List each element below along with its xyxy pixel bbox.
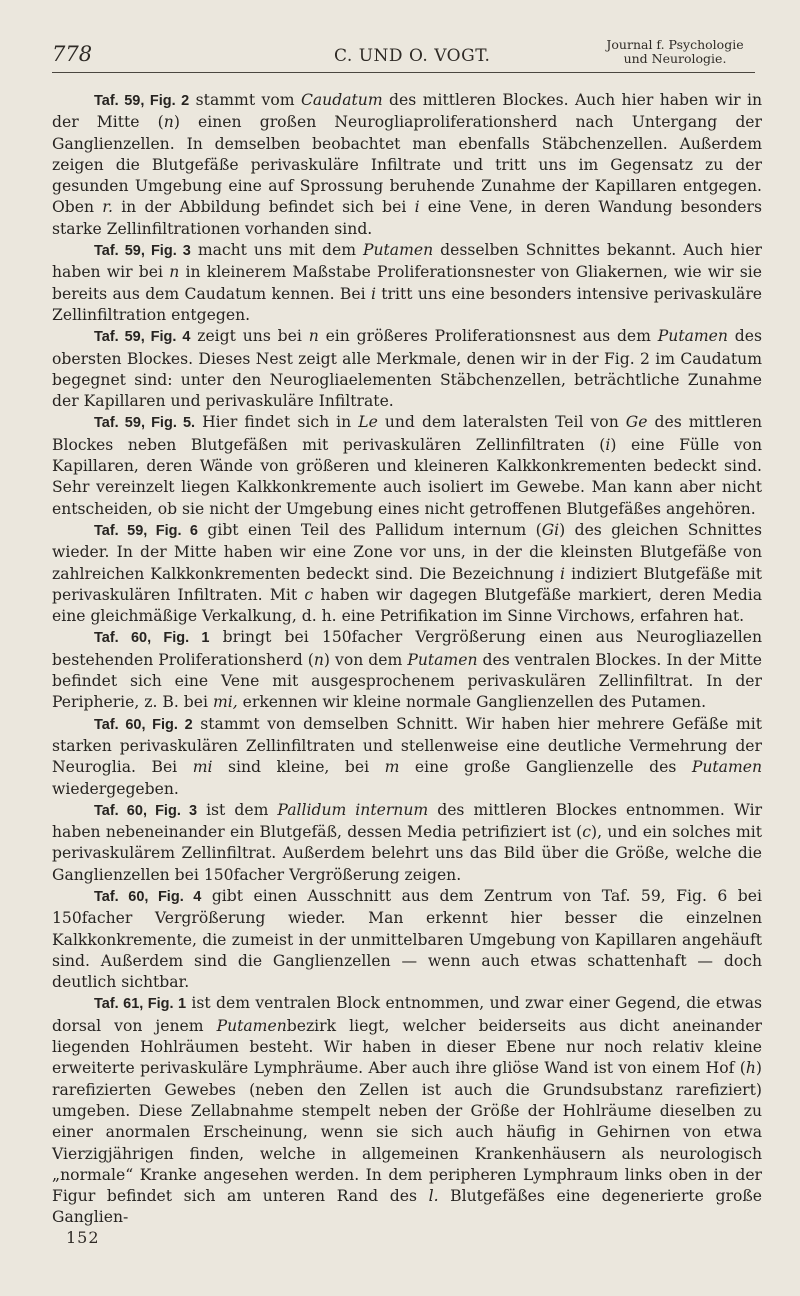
figure-description-paragraph — [52, 886, 762, 993]
italic-term: mi, — [212, 693, 238, 712]
italic-term: i — [370, 284, 376, 303]
italic-term: Putamen — [362, 241, 434, 260]
figure-reference: Taf. 60, Fig. 3 — [94, 802, 198, 819]
italic-term: l. — [428, 1187, 439, 1206]
paragraph-text: ist dem ventralen Block entnommen, und zwar einer Gegend, die etwas dorsal von jenem — [52, 994, 762, 1035]
paragraph-text: und dem lateralsten Teil von — [377, 413, 626, 432]
italic-term: h — [745, 1059, 756, 1078]
italic-term: Putamen — [657, 327, 728, 346]
paragraph-text: ) einen großen Neurogliaproliferationsherd nach Untergang der Ganglienzellen. In demselben beobachtet man ebenfalls Stäbchenzellen. Außerdem zeigen die Blutgefäße perivaskuläre Infiltrate und tritt uns im Gegensatz zu der gesunden Umgebung eine auf Sprossung beruhende Zunahme der Kapillaren entgegen. Oben — [52, 113, 762, 217]
italic-term: r. — [102, 198, 113, 217]
paragraph-text: gibt einen Teil des Pallidum internum ( — [198, 520, 542, 539]
page-header — [52, 32, 755, 73]
italic-term: Ge — [625, 413, 648, 432]
italic-term: Putamen — [216, 1016, 287, 1035]
paragraph-text: tritt uns eine besonders intensive perivaskuläre Zellinfiltration entgegen. — [52, 284, 763, 324]
italic-term: Pallidum internum — [277, 800, 429, 819]
paragraph-text: bringt bei 150facher Vergrößerung einen aus Neurogliazellen bestehenden Proliferationsherd ( — [52, 628, 762, 669]
figure-reference: Taf. 59, Fig. 4 — [94, 329, 191, 346]
figure-reference: Taf. 60, Fig. 1 — [94, 630, 210, 647]
paragraph-text: ) des gleichen Schnittes wieder. In der Mitte haben wir eine Zone vor uns, in der die kleinsten Blutgefäße von zahlreichen Kalkkonkrementen bedeckt sind. Die Bezeichnung — [52, 520, 763, 583]
paragraph-text: indiziert Blutgefäße mit perivaskulären Infiltraten. Mit — [52, 564, 763, 604]
journal-name-line: und Neurologie. — [623, 51, 727, 66]
figure-description-paragraph — [52, 412, 762, 519]
paragraph-text: Hier findet sich in — [195, 413, 359, 432]
paragraph-text: zeigt uns bei — [190, 327, 309, 346]
italic-term: m — [384, 758, 400, 777]
figure-description-paragraph — [52, 993, 762, 1228]
figure-description-paragraph — [52, 326, 762, 412]
italic-term: Putamen — [691, 758, 763, 777]
figure-reference: Taf. 60, Fig. 2 — [94, 716, 193, 733]
italic-term: mi — [192, 758, 213, 777]
paragraph-text: ) eine Fülle von Kapillaren, deren Wände von größeren und kleineren Kalkkonkrementen bedeckt sind. Sehr vereinzelt liegen Kalkkonkremente auch isoliert im Gewebe. Man kann aber nicht entscheiden, ob sie nicht der Umgebung eines nicht getroffenen Blutgefäßes angehören. — [52, 435, 762, 518]
italic-term: i — [414, 198, 420, 217]
italic-term: Gi — [541, 520, 560, 539]
italic-term: n — [308, 327, 319, 346]
figure-description-paragraph — [52, 90, 762, 240]
paragraph-text: stammt von demselben Schnitt. Wir haben hier mehrere Gefäße mit starken perivaskulären Zellinfiltraten und stellenweise eine deutliche Vermehrung der Neuroglia. Bei — [52, 714, 762, 777]
paragraph-text: Blutgefäßes eine degenerierte große Ganglien- — [52, 1187, 762, 1227]
paragraph-text: eine große Ganglienzelle des — [399, 758, 692, 777]
paragraph-text: haben wir dagegen Blutgefäße markiert, deren Media eine gleichmäßige Verkalkung, d. h. eine Petrifikation im Sinne Virchows, erfahren hat. — [52, 585, 763, 626]
paragraph-text: des mittleren Blockes neben Blutgefäßen mit perivaskulären Zellinfiltraten ( — [52, 413, 762, 454]
figure-description-paragraph — [52, 714, 762, 800]
paragraph-text: in kleinerem Maßstabe Proliferationsnester von Gliakernen, wie wir sie bereits aus dem Caudatum kennen. Bei — [52, 263, 763, 303]
paragraph-text: in der Abbildung befindet sich bei — [112, 198, 415, 217]
paragraph-text: bezirk liegt, welcher beiderseits aus dicht aneinander liegenden Hohlräumen besteht. Wir haben in dieser Ebene nur noch relativ kleine erweiterte perivaskuläre Lymphräume. Aber auch ihre gliöse Wand ist von einem Hof ( — [52, 1016, 763, 1078]
figure-description-paragraph — [52, 240, 762, 326]
paragraph-text: desselben Schnittes bekannt. Auch hier haben wir bei — [52, 241, 763, 282]
paragraph-text: ) rarefizierten Gewebes (neben den Zellen ist auch die Grundsubstanz rarefiziert) umgeben. Diese Zellabnahme stempelt neben der Größe der Hohlräume dieselben zu einer anormalen Erscheinung, wenn sie sich auch häufig in Gehirnen von etwa Vierzigjährigen finden, welche in allgemeinen Krankenhäusern als neurologisch „normale“ Kranke angesehen werden. In dem peripheren Lymphraum links oben in der Figur befindet sich am unteren Rand des — [52, 1059, 762, 1206]
italic-term: c — [304, 585, 314, 604]
italic-term: n — [163, 113, 174, 132]
italic-term: Putamen — [407, 650, 478, 669]
paragraph-text: sind kleine, bei — [212, 758, 385, 777]
italic-term: n — [169, 263, 180, 282]
italic-term: Le — [358, 413, 378, 432]
italic-term: n — [313, 650, 324, 669]
italic-term: i — [560, 564, 566, 583]
figure-reference: Taf. 60, Fig. 4 — [94, 888, 202, 905]
journal-name — [595, 38, 755, 66]
running-head-authors: C. UND O. VOGT. — [334, 46, 491, 66]
paragraph-text: eine Vene, in deren Wandung besonders starke Zellinfiltrationen vorhanden sind. — [52, 198, 762, 238]
paragraph-text: macht uns mit dem — [190, 241, 363, 260]
sheet-signature: 152 — [66, 1228, 100, 1247]
figure-description-paragraph — [52, 627, 762, 713]
paragraph-text: des obersten Blockes. Dieses Nest zeigt alle Merkmale, denen wir in der Fig. 2 im Caudatum begegnet sind: unter den Neurogliaelementen Stäbchenzellen, beträchtliche Zunahme der Kapillaren und perivaskuläre Infiltrate. — [52, 327, 762, 411]
paragraph-text: erkennen wir kleine normale Ganglienzellen des Putamen. — [237, 693, 707, 712]
paragraph-text: des ventralen Blockes. In der Mitte befindet sich eine Vene mit ausgesprochenem perivaskulären Zellinfiltrat. In der Peripherie, z. B. bei — [52, 650, 762, 712]
italic-term: i — [605, 435, 611, 454]
paragraph-text: ein größeres Proliferationsnest aus dem — [318, 327, 658, 346]
italic-term: Caudatum — [300, 91, 383, 109]
paragraph-text: ist dem — [197, 800, 278, 819]
figure-reference: Taf. 61, Fig. 1 — [94, 996, 187, 1013]
page-number: 778 — [52, 42, 93, 66]
figure-reference: Taf. 59, Fig. 3 — [94, 243, 191, 260]
paragraph-text: stammt vom — [189, 91, 301, 109]
journal-name-line: Journal f. Psychologie — [606, 37, 744, 52]
figure-description-paragraph — [52, 800, 762, 886]
italic-term: c — [582, 823, 591, 842]
paragraph-text: wiedergegeben. — [52, 779, 179, 798]
body-text — [52, 90, 762, 1229]
paragraph-text: ), und ein solches mit perivaskulärem Zellinfiltrat. Außerdem belehrt uns das Bild über die Größe, welche die Ganglienzellen bei 150facher Vergrößerung zeigen. — [52, 823, 762, 884]
paragraph-text: gibt einen Ausschnitt aus dem Zentrum von Taf. 59, Fig. 6 bei 150facher Vergrößerung wieder. Man erkennt hier besser die einzelnen Kalkkonkremente, die zumeist in der unmittelbaren Umgebung von Kapillaren angehäuft sind. Außerdem sind die Ganglienzellen — wenn auch etwas schattenhaft — doch deutlich sichtbar. — [52, 886, 762, 992]
paragraph-text: des mittleren Blockes. Auch hier haben wir in der Mitte ( — [52, 91, 763, 132]
figure-description-paragraph — [52, 520, 762, 627]
figure-reference: Taf. 59, Fig. 6 — [94, 522, 198, 539]
figure-reference: Taf. 59, Fig. 2 — [94, 93, 190, 109]
paragraph-text: ) von dem — [323, 650, 408, 669]
figure-reference: Taf. 59, Fig. 5. — [94, 415, 196, 432]
paragraph-text: des mittleren Blockes entnommen. Wir haben nebeneinander ein Blutgefäß, dessen Media petrifiziert ist ( — [52, 800, 763, 842]
